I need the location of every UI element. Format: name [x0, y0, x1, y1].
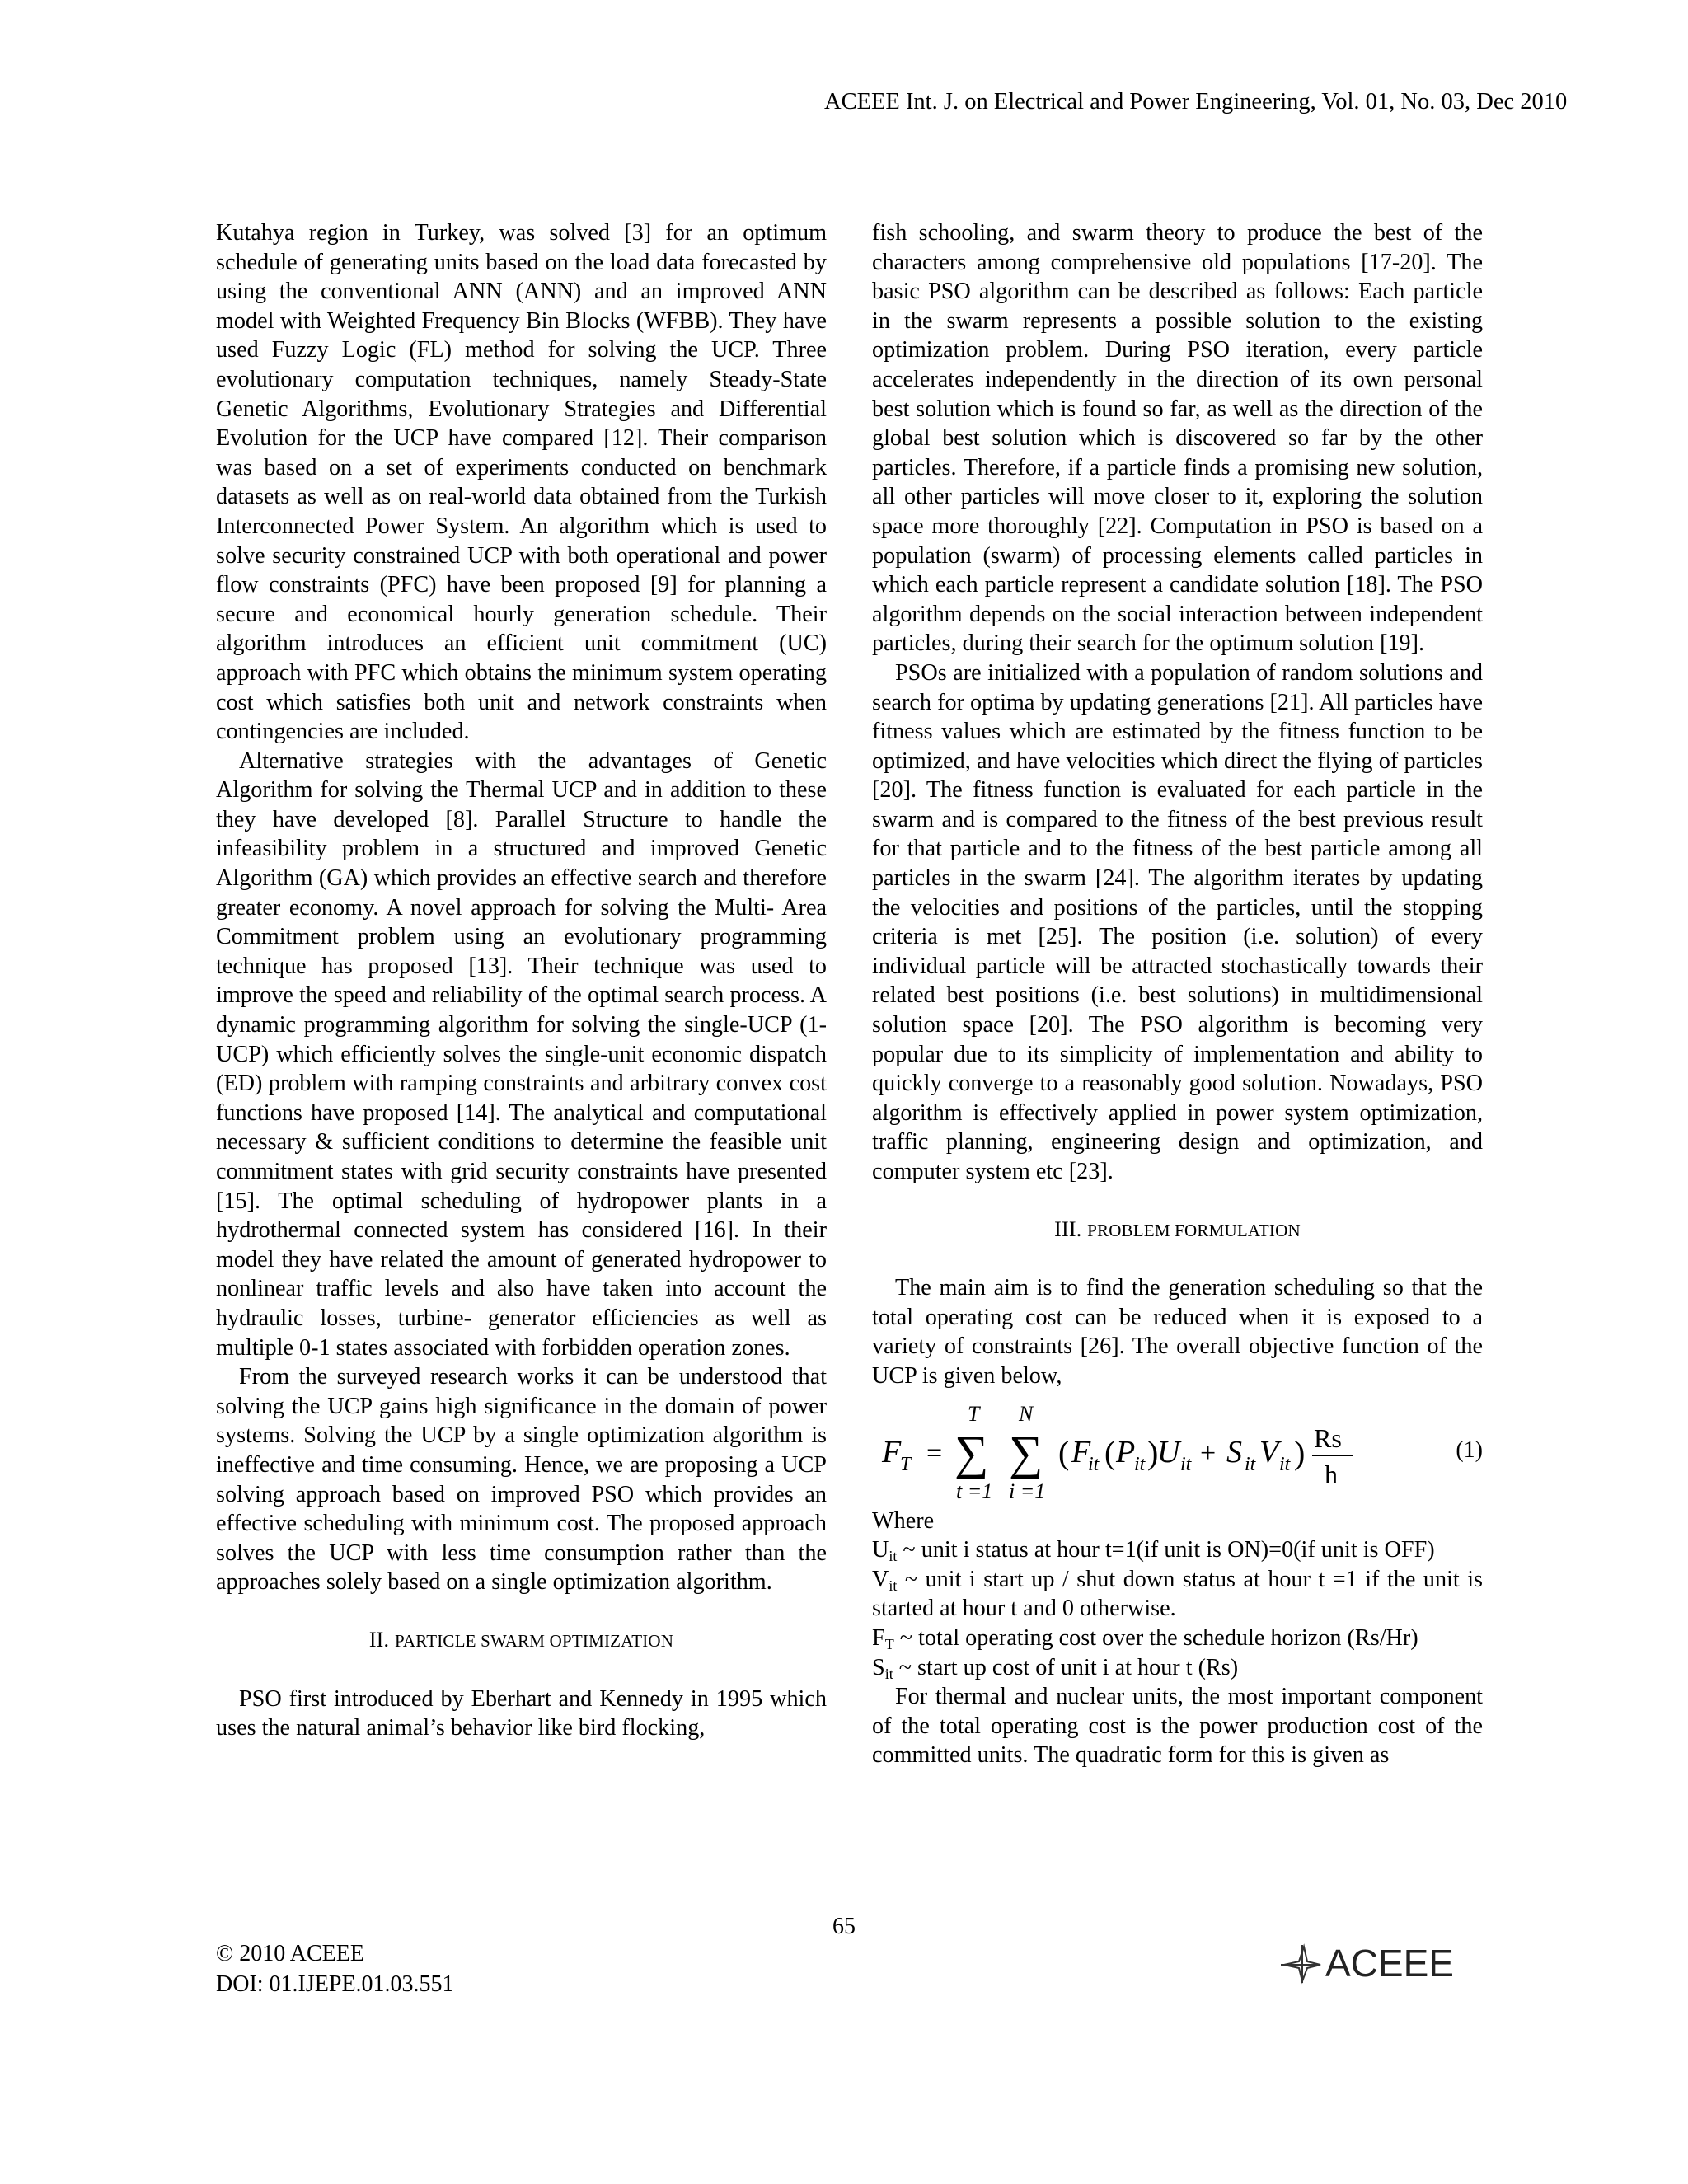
definition-s: $S_{it}$ ~ start up cost of unit i at hour t (Rs) — [872, 1654, 1239, 1682]
sum1-lower: t =1 — [956, 1479, 993, 1503]
footer-info — [216, 1938, 454, 1999]
definition-v: $V_{it}$ ~ unit i start up / shut down status at hour t =1 if the unit is started at hour t and 0 otherwise. — [872, 1566, 1483, 1622]
sum2-lower: i =1 — [1009, 1479, 1046, 1503]
svg-text:V: V — [1259, 1434, 1279, 1469]
section-title: PROBLEM FORMULATION — [1087, 1220, 1301, 1240]
svg-text:it: it — [1180, 1453, 1192, 1475]
sum2-upper: N — [1019, 1401, 1034, 1426]
svg-text:=: = — [926, 1437, 943, 1469]
copyright: © 2010 ACEEE — [216, 1941, 364, 1966]
svg-text:it: it — [1134, 1453, 1146, 1475]
definition-u: $U_{it}$ ~ unit i status at hour t=1(if unit is ON)=0(if unit is OFF) — [872, 1537, 1435, 1565]
svg-text:S: S — [1226, 1434, 1242, 1469]
paragraph: fish schooling, and swarm theory to produce the best of the characters among comprehensive old populations [17-20]. The basic PSO algorithm can be described as follows: Each particle in the swarm represents a possible solution to the existing optimization problem. During PSO iteration, every particle accelerates independently in the direction of its own personal best solution which is found so far, as well as the direction of the global best solution which is discovered so far by the other particles. Therefore, if a particle finds a promising new solution, all other particles will move closer to it, exploring the solution space more thoroughly [22]. Computation in PSO is based on a population (swarm) of processing elements called particles in which each particle represent a candidate solution [18]. The PSO algorithm depends on the social interaction between independent particles, during their search for the optimum solution [19]. — [872, 220, 1483, 657]
svg-text:P: P — [1116, 1434, 1136, 1469]
svg-text:U: U — [1157, 1434, 1180, 1469]
sum2-symbol: ∑ — [1009, 1425, 1043, 1479]
section-title: PARTICLE SWARM OPTIMIZATION — [394, 1630, 674, 1651]
svg-text:): ) — [1147, 1433, 1159, 1471]
where-label: Where — [872, 1507, 935, 1534]
svg-text:F: F — [1071, 1434, 1091, 1469]
formula-lhs-sub: T — [900, 1453, 912, 1475]
star-icon — [1281, 1945, 1320, 1983]
sum1-symbol: ∑ — [954, 1425, 989, 1479]
equation-number: (1) — [1456, 1436, 1483, 1463]
svg-text:): ) — [1294, 1433, 1306, 1471]
equation-1 — [872, 1398, 1483, 1503]
paragraph: PSO first introduced by Eberhart and Kennedy in 1995 which uses the natural animal’s behavior like bird flocking, — [216, 1685, 827, 1741]
left-column — [216, 218, 827, 1743]
svg-text:+: + — [1200, 1437, 1217, 1469]
section-number: III. — [1054, 1216, 1082, 1241]
unit-numerator: Rs — [1314, 1422, 1342, 1453]
objective-function-formula — [872, 1398, 1367, 1503]
page-number: 65 — [832, 1914, 856, 1939]
paragraph: The main aim is to find the generation scheduling so that the total operating cost can be reduced when it is exposed to a variety of constraints [26]. The overall objective function of the UCP is given below, — [872, 1275, 1483, 1389]
paragraph: For thermal and nuclear units, the most important component of the total operating cost is the power production cost of the committed units. The quadratic form for this is given as — [872, 1684, 1483, 1769]
svg-text:it: it — [1279, 1453, 1291, 1475]
logo-text: ACEEE — [1325, 1942, 1454, 1985]
aceee-logo — [1279, 1940, 1487, 1990]
paragraph: PSOs are initialized with a population of random solutions and search for optima by updating generations [21]. All particles have fitness values which are estimated by the fitness function to be optimized, and have velocities which direct the flying of particles [20]. The fitness function is evaluated for each particle in the swarm and is compared to the fitness of the best previous result for that particle and to the fitness of the best particle among all particles in the swarm [24]. The algorithm iterates by updating the velocities and positions of the particles, until the stopping criteria is met [25]. The position (i.e. solution) of every individual particle will be attracted stochastically towards their related best positions (i.e. best solutions) in multidimensional solution space [20]. The PSO algorithm is becoming very popular due to its simplicity of implementation and ability to quickly converge to a reasonably good solution. Nowadays, PSO algorithm is effectively applied in power system optimization, traffic planning, engineering design and optimization, and computer system etc [23]. — [872, 659, 1483, 1184]
paragraph: From the surveyed research works it can be understood that solving the UCP gains high significance in the domain of power systems. Solving the UCP by a single optimization algorithm is ineffective and time consuming. Hence, we are proposing a UCP solving approach based on improved PSO which provides an effective scheduling with minimum cost. The proposed approach solves the UCP with less time consumption rather than the approaches solely based on a single optimization algorithm. — [216, 1364, 827, 1596]
right-column — [872, 218, 1483, 1770]
paragraph: Alternative strategies with the advantages of Genetic Algorithm for solving the Thermal UCP and in addition to these they have developed [8]. Parallel Structure to handle the infeasibility problem in a structured and improved Genetic Algorithm (GA) which provides an effective search and therefore greater economy. A novel approach for solving the Multi- Area Commitment problem using an evolutionary programming technique has proposed [13]. Their technique was used to improve the speed and reliability of the optimal search process. A dynamic programming algorithm for solving the single-UCP (1-UCP) which efficiently solves the single-unit economic dispatch (ED) problem with ramping constraints and arbitrary convex cost functions have proposed [14]. The analytical and computational necessary & sufficient conditions to determine the feasible unit commitment states with grid security constraints have presented [15]. The optimal scheduling of hydropower plants in a hydrothermal connected system has considered [16]. In their model they have related the amount of generated hydropower to nonlinear traffic levels and also have taken into account the hydraulic losses, turbine- generator efficiencies as well as multiple 0-1 states associated with forbidden operation zones. — [216, 748, 827, 1361]
svg-text:(: ( — [1058, 1433, 1070, 1471]
section-heading-2 — [216, 1625, 827, 1657]
svg-text:it: it — [1088, 1453, 1100, 1475]
unit-denominator: h — [1325, 1459, 1338, 1489]
doi: DOI: 01.IJEPE.01.03.551 — [216, 1971, 454, 1997]
formula-lhs: F — [882, 1434, 902, 1469]
journal-header: ACEEE Int. J. on Electrical and Power Engineering, Vol. 01, No. 03, Dec 2010 — [824, 89, 1568, 115]
definition-f: $F_T$ ~ total operating cost over the schedule horizon (Rs/Hr) — [872, 1624, 1418, 1652]
section-number: II. — [368, 1627, 390, 1652]
paragraph: Kutahya region in Turkey, was solved [3] for an optimum schedule of generating units based on the load data forecasted by using the conventional ANN (ANN) and an improved ANN model with Weighted Frequency Bin Blocks (WFBB). They have used Fuzzy Logic (FL) method for solving the UCP. Three evolutionary computation techniques, namely Steady-State Genetic Algorithms, Evolutionary Strategies and Differential Evolution for the UCP have compared [12]. Their comparison was based on a set of experiments conducted on benchmark datasets as well as on real-world data obtained from the Turkish Interconnected Power System. An algorithm which is used to solve security constrained UCP with both operational and power flow constraints (PFC) have been proposed [9] for planning a secure and economical hourly generation schedule. Their algorithm introduces an efficient unit commitment (UC) approach with PFC which obtains the minimum system operating cost which satisfies both unit and network constraints when contingencies are included. — [216, 220, 827, 745]
sum1-upper: T — [968, 1401, 980, 1426]
svg-text:(: ( — [1104, 1433, 1116, 1471]
svg-text:it: it — [1245, 1453, 1256, 1475]
section-heading-3 — [872, 1215, 1483, 1246]
